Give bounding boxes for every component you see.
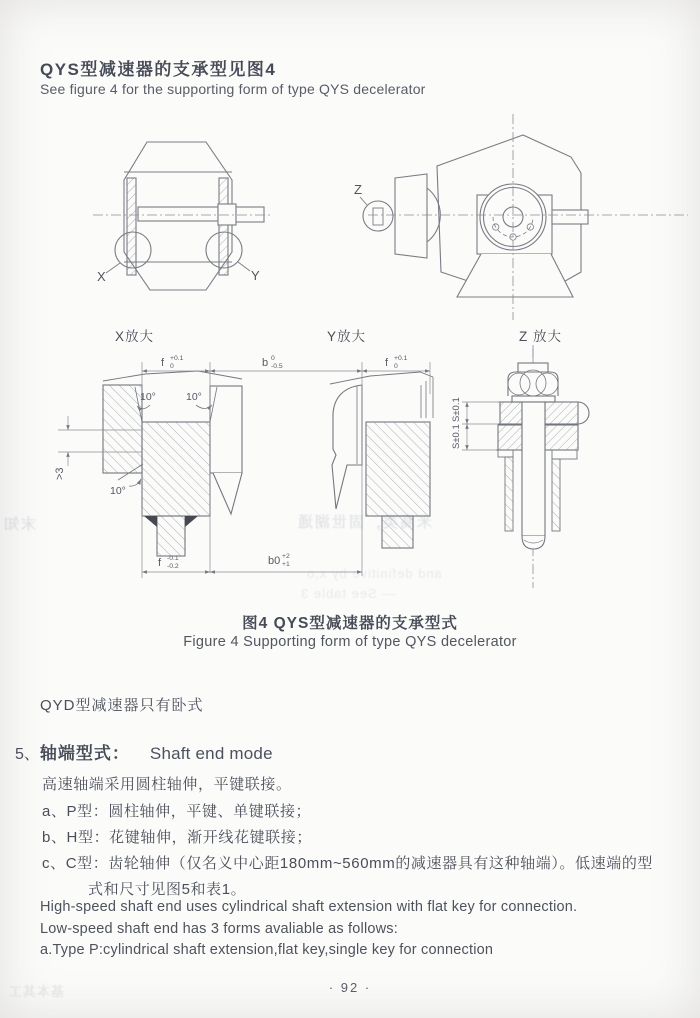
bleedthrough-text: — See table 3: [300, 586, 396, 601]
dim-s-upper: S±0.1: [451, 397, 462, 422]
dim-tol: 0: [271, 355, 275, 362]
dim-tol: -0.2: [167, 563, 179, 570]
dim-b-top: b: [262, 357, 269, 369]
angle-dim: 10°: [110, 485, 126, 497]
dim-b-bottom: b0: [268, 555, 281, 567]
bleedthrough-text: 基本其工: [8, 984, 65, 999]
detail-y-drawing: [330, 372, 433, 548]
figure-caption-en: Figure 4 Supporting form of type QYS decelerator: [183, 634, 517, 650]
bleedthrough-text: 米高类，固世湖通: [296, 514, 433, 531]
section-number: 5、: [15, 746, 40, 763]
body-line-item-b: b、H型：花键轴伸，渐开线花键联接；: [42, 829, 312, 846]
figure4-technical-drawing: [0, 108, 700, 610]
body-line-en2: Low-speed shaft end has 3 forms avaliable as follows:: [40, 921, 398, 937]
dim-tol: 0: [170, 363, 174, 370]
assembly-end-view: [360, 114, 688, 320]
page-heading-en: See figure 4 for the supporting form of type QYS decelerator: [40, 81, 426, 97]
angle-dim: 10°: [186, 391, 202, 403]
body-line-item-c-cont: 式和尺寸见图5和表1。: [88, 881, 247, 898]
figure-caption-zh: 图4 QYS型减速器的支承型式: [242, 615, 458, 632]
dim-tol: +2: [282, 553, 290, 560]
dim-f-bottom: f: [158, 557, 162, 569]
detail-marker-z: Z: [354, 182, 362, 197]
detail-marker-x: X: [97, 269, 106, 284]
body-line-item-c: c、C型：齿轮轴伸（仅名义中心距180mm~560mm的减速器具有这种轴端）。低速端的型: [42, 855, 654, 872]
assembly-side-view: [93, 142, 272, 290]
angle-dim: 10°: [140, 391, 156, 403]
dim-f-top-right: f: [385, 357, 389, 369]
section-5-heading: [15, 739, 273, 764]
detail-x-label: X放大: [115, 329, 155, 344]
qyd-note: QYD型减速器只有卧式: [40, 697, 204, 714]
section-title-en: Shaft end mode: [149, 744, 273, 763]
dim-tol: -0.1: [167, 555, 179, 562]
page-number: · 92 ·: [328, 980, 372, 995]
dim-tol: +0.1: [394, 355, 408, 362]
body-line-item-a: a、P型：圆柱轴伸，平键、单键联接；: [42, 803, 312, 820]
bleedthrough-text: 末知: [2, 516, 37, 533]
body-line-intro: 高速轴端采用圆柱轴伸，平键联接。: [42, 776, 292, 793]
gap-dim: >3: [54, 467, 66, 480]
dim-s-lower: S±0.1: [451, 424, 462, 449]
detail-z-drawing: [462, 348, 589, 588]
dim-tol: -0.5: [271, 363, 283, 370]
section-title-zh: 轴端型式：: [39, 744, 130, 763]
dim-tol: 0: [394, 363, 398, 370]
bleedthrough-text: and definitive by x,o: [306, 566, 442, 581]
dim-f-top-left: f: [161, 357, 165, 369]
detail-marker-y: Y: [251, 268, 260, 283]
detail-z-label: Z 放大: [519, 329, 562, 344]
dim-tol: +0.1: [170, 355, 184, 362]
body-line-en3: a.Type P:cylindrical shaft extension,flat key,single key for connection: [40, 942, 494, 958]
dim-tol: +1: [282, 561, 290, 568]
page-heading-zh: QYS型减速器的支承型见图4: [40, 60, 277, 79]
detail-y-label: Y放大: [327, 329, 367, 344]
body-line-en1: High-speed shaft end uses cylindrical shaft extension with flat key for connection.: [40, 899, 578, 915]
